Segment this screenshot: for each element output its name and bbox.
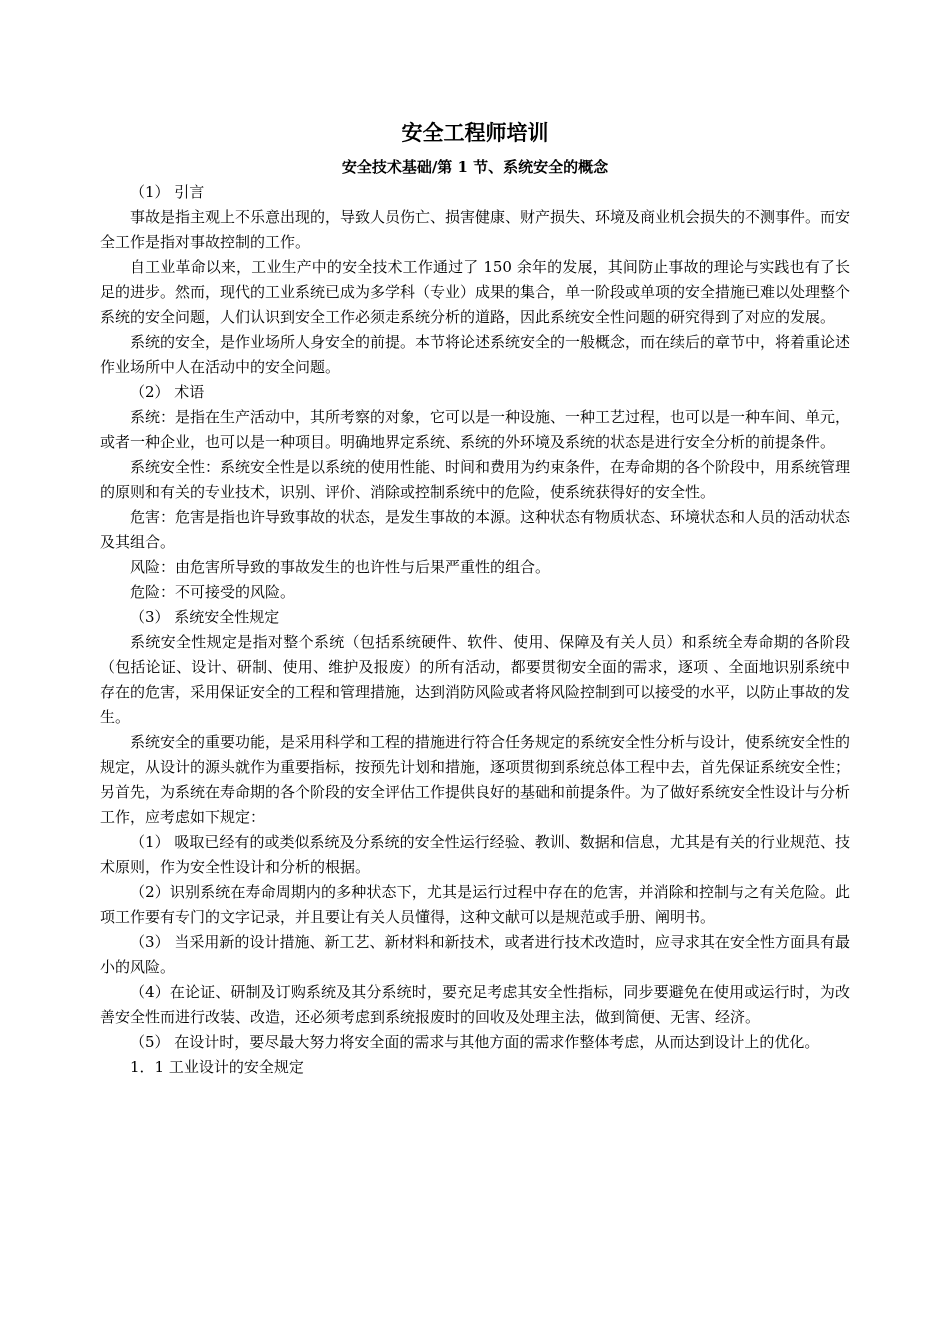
paragraph: 系统的安全，是作业场所人身安全的前提。本节将论述系统安全的一般概念，而在续后的章节中，将着重论述作业场所中人在活动中的安全问题。	[100, 333, 851, 376]
section-heading: （3） 系统安全性规定	[130, 608, 280, 626]
paragraph: 风险：由危害所导致的事故发生的也许性与后果严重性的组合。	[130, 558, 551, 576]
paragraph: 系统安全性：系统安全性是以系统的使用性能、时间和费用为约束条件，在寿命期的各个阶段中，用系统管理的原则和有关的专业技术，识别、评价、消除或控制系统中的危险，使系统获得好的安全性。	[100, 458, 851, 501]
paragraph: 事故是指主观上不乐意出现的，导致人员伤亡、损害健康、财产损失、环境及商业机会损失的不测事件。而安全工作是指对事故控制的工作。	[100, 208, 851, 251]
section-heading: （2） 术语	[130, 383, 205, 401]
paragraph: 自工业革命以来，工业生产中的安全技术工作通过了 150 余年的发展，其间防止事故的理论与实践也有了长足的进步。然而，现代的工业系统已成为多学科（专业）成果的集合，单一阶段或单项的安全措施已难以处理整个系统的安全问题，人们认识到安全工作必须走系统分析的道路，因此系统安全性问题的研究得到了对应的发展。	[100, 258, 851, 326]
paragraph: （3） 当采用新的设计措施、新工艺、新材料和新技术，或者进行技术改造时，应寻求其在安全性方面具有最小的风险。	[100, 933, 850, 976]
document-subtitle: 安全技术基础/第 1 节、系统安全的概念	[341, 158, 609, 176]
paragraph: （1） 吸取已经有的或类似系统及分系统的安全性运行经验、教训、数据和信息，尤其是有关的行业规范、技术原则，作为安全性设计和分析的根据。	[100, 833, 850, 876]
document-body	[100, 180, 850, 1080]
paragraph: （4）在论证、研制及订购系统及其分系统时，要充足考虑其安全性指标，同步要避免在使用或运行时，为改善安全性而进行改装、改造，还必须考虑到系统报废时的回收及处理主法，做到简便、无害、经济。	[100, 983, 850, 1026]
paragraph: （5） 在设计时，要尽最大努力将安全面的需求与其他方面的需求作整体考虑，从而达到设计上的优化。	[130, 1033, 820, 1051]
paragraph: （2）识别系统在寿命周期内的多种状态下，尤其是运行过程中存在的危害，并消除和控制与之有关危险。此项工作要有专门的文字记录，并且要让有关人员懂得，这种文献可以是规范或手册、阐明书。	[100, 883, 850, 926]
paragraph: 危险：不可接受的风险。	[130, 583, 296, 601]
section-heading: （1） 引言	[130, 183, 205, 201]
paragraph: 系统安全的重要功能，是采用科学和工程的措施进行符合任务规定的系统安全性分析与设计，使系统安全性的规定，从设计的源头就作为重要指标，按预先计划和措施，逐项贯彻到系统总体工程中去，首先保证系统安全性；另首先，为系统在寿命期的各个阶段的安全评估工作提供良好的基础和前提条件。为了做好系统安全性设计与分析工作，应考虑如下规定：	[100, 733, 851, 826]
paragraph: 系统安全性规定是指对整个系统（包括系统硬件、软件、使用、保障及有关人员）和系统全寿命期的各阶段（包括论证、设计、研制、使用、维护及报废）的所有活动，都要贯彻安全面的需求，逐项 、全面地识别系统中存在的危害，采用保证安全的工程和管理措施，达到消防风险或者将风险控制到可以接受的水平，以防止事故的发生。	[100, 633, 851, 726]
section-heading: 1．1 工业设计的安全规定	[130, 1058, 304, 1076]
paragraph: 系统：是指在生产活动中，其所考察的对象，它可以是一种设施、一种工艺过程，也可以是一种车间、单元，或者一种企业，也可以是一种项目。明确地界定系统、系统的外环境及系统的状态是进行安全分析的前提条件。	[100, 408, 851, 451]
paragraph: 危害：危害是指也许导致事故的状态，是发生事故的本源。这种状态有物质状态、环境状态和人员的活动状态及其组合。	[100, 508, 851, 551]
document-title: 安全工程师培训	[401, 120, 549, 145]
